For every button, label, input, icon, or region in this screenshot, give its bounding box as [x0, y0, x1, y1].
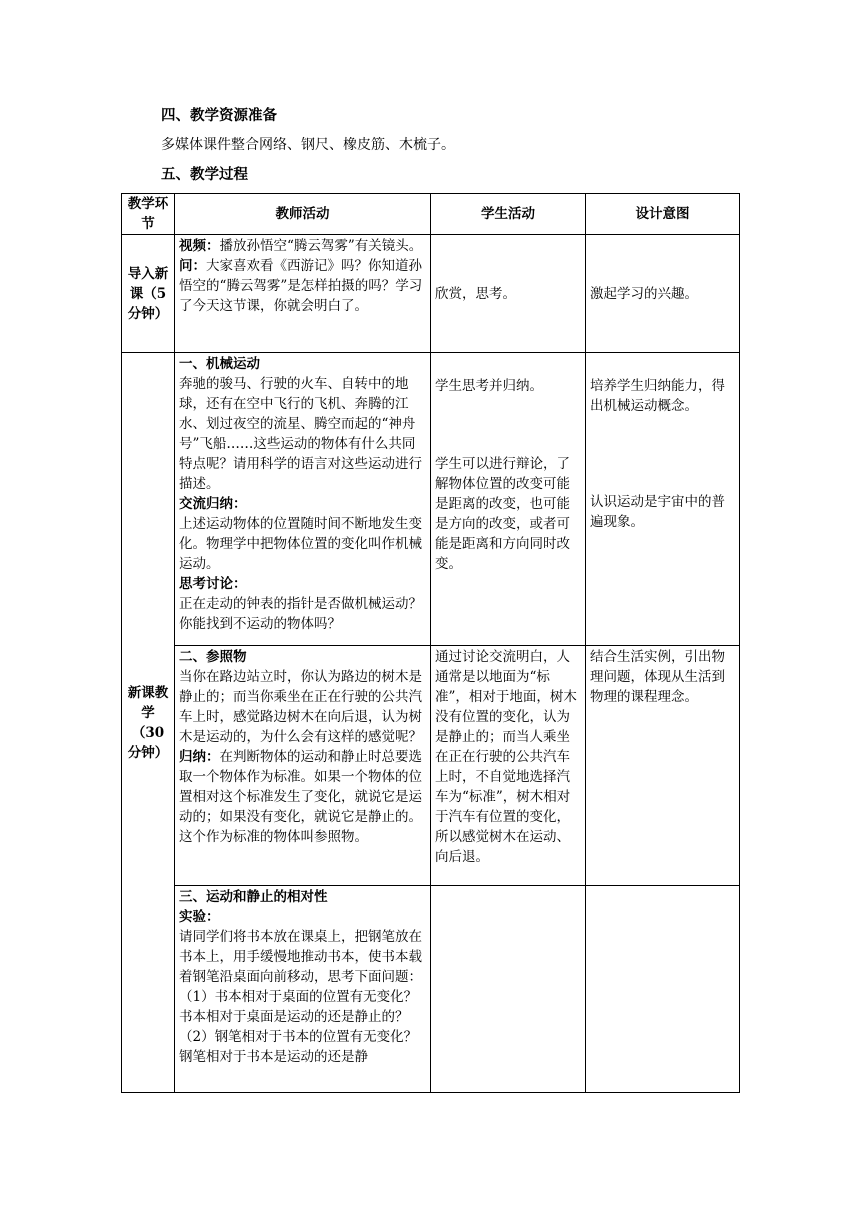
table-row-mechanical-motion	[122, 353, 740, 646]
student-part1-a: 学生思考并归纳。	[435, 378, 543, 394]
part3-title: 三、运动和静止的相对性	[179, 889, 328, 905]
intent-intro: 激起学习的兴趣。	[586, 235, 740, 353]
part3-exp-label: 实验：	[179, 909, 220, 925]
part3-q2: （2）钢笔相对于书本的位置有无变化？钢笔相对于书本是运动的还是静	[179, 1029, 418, 1065]
table-row-intro	[122, 235, 740, 353]
header-intent: 设计意图	[586, 194, 740, 235]
part1-discuss-label: 思考讨论：	[179, 576, 247, 592]
ask-text: 大家喜欢看《西游记》吗？你知道孙悟空的“腾云驾雾”是怎样拍摄的吗？学习了今天这节课，你就会明白了。	[179, 258, 423, 314]
part1-summary-label: 交流归纳：	[179, 496, 247, 512]
part1-title: 一、机械运动	[179, 356, 260, 372]
header-teacher: 教师活动	[175, 194, 431, 235]
part1-summary-text: 上述运动物体的位置随时间不断地发生变化。物理学中把物体位置的变化叫作机械运动。	[179, 516, 422, 572]
header-stage: 教学环节	[122, 194, 175, 235]
stage-new-lesson: 新课教学（30分钟）	[122, 353, 175, 1093]
part2-text: 当你在路边站立时，你认为路边的树木是静止的；而当你乘坐在正在行驶的公共汽车上时，感觉路边树木在向后退，认为树木是运动的，为什么会有这样的感觉呢？	[179, 669, 422, 745]
header-student: 学生活动	[431, 194, 586, 235]
student-part1-b: 学生可以进行辩论，了解物体位置的改变可能是距离的改变，也可能是方向的改变，或者可能是距离和方向同时改变。	[435, 456, 570, 572]
teacher-part2	[175, 646, 431, 886]
part1-discuss-q2: 你能找到不运动的物体吗？	[179, 616, 341, 632]
section-heading-resources: 四、教学资源准备	[161, 107, 277, 124]
part2-title: 二、参照物	[179, 649, 247, 665]
student-intro: 欣赏，思考。	[431, 235, 586, 353]
student-part1	[431, 353, 586, 646]
lesson-process-table	[121, 193, 740, 1093]
video-label: 视频：	[179, 238, 220, 254]
intent-part2: 结合生活实例，引出物理问题，体现从生活到物理的课程理念。	[586, 646, 740, 886]
intent-part1-b: 认识运动是宇宙中的普遍现象。	[590, 494, 725, 530]
stage-intro: 导入新课（5分钟）	[122, 235, 175, 353]
part3-exp-text: 请同学们将书本放在课桌上，把钢笔放在书本上，用手缓慢地推动书本，使书本载着钢笔沿桌面向前移动，思考下面问题：	[179, 929, 422, 985]
intent-part1	[586, 353, 740, 646]
intent-part3	[586, 886, 740, 1093]
part1-text: 奔驰的骏马、行驶的火车、自转中的地球，还有在空中飞行的飞机、奔腾的江水、划过夜空的流星、腾空而起的“神舟号”飞船……这些运动的物体有什么共同特点呢？请用科学的语言对这些运动进行描述。	[179, 376, 422, 492]
table-row-relativity	[122, 886, 740, 1093]
intent-part1-a: 培养学生归纳能力，得出机械运动概念。	[590, 378, 725, 414]
resources-text: 多媒体课件整合网络、钢尺、橡皮筋、木梳子。	[161, 137, 455, 153]
part2-summary-label: 归纳：	[179, 749, 220, 765]
video-text: 播放孙悟空“腾云驾雾”有关镜头。	[219, 238, 423, 254]
section-heading-process: 五、教学过程	[161, 166, 248, 183]
teacher-part3	[175, 886, 431, 1093]
part2-summary-text: 在判断物体的运动和静止时总要选取一个物体作为标准。如果一个物体的位置相对这个标准发生了变化，就说它是运动的；如果没有变化，就说它是静止的。这个作为标准的物体叫参照物。	[179, 749, 422, 845]
teacher-intro	[175, 235, 431, 353]
ask-label: 问：	[179, 258, 206, 274]
table-header-row	[122, 194, 740, 235]
teacher-part1	[175, 353, 431, 646]
student-part3	[431, 886, 586, 1093]
part1-discuss-q1: 正在走动的钟表的指针是否做机械运动？	[179, 596, 422, 612]
table-row-reference-object	[122, 646, 740, 886]
student-part2: 通过讨论交流明白，人通常是以地面为“标准”，相对于地面，树木没有位置的变化，认为是静止的；而当人乘坐在正在行驶的公共汽车上时，不自觉地选择汽车为“标准”，树木相对于汽车有位置的变化，所以感觉树木在运动、向后退。	[431, 646, 586, 886]
part3-q1: （1）书本相对于桌面的位置有无变化？书本相对于桌面是运动的还是静止的？	[179, 989, 418, 1025]
